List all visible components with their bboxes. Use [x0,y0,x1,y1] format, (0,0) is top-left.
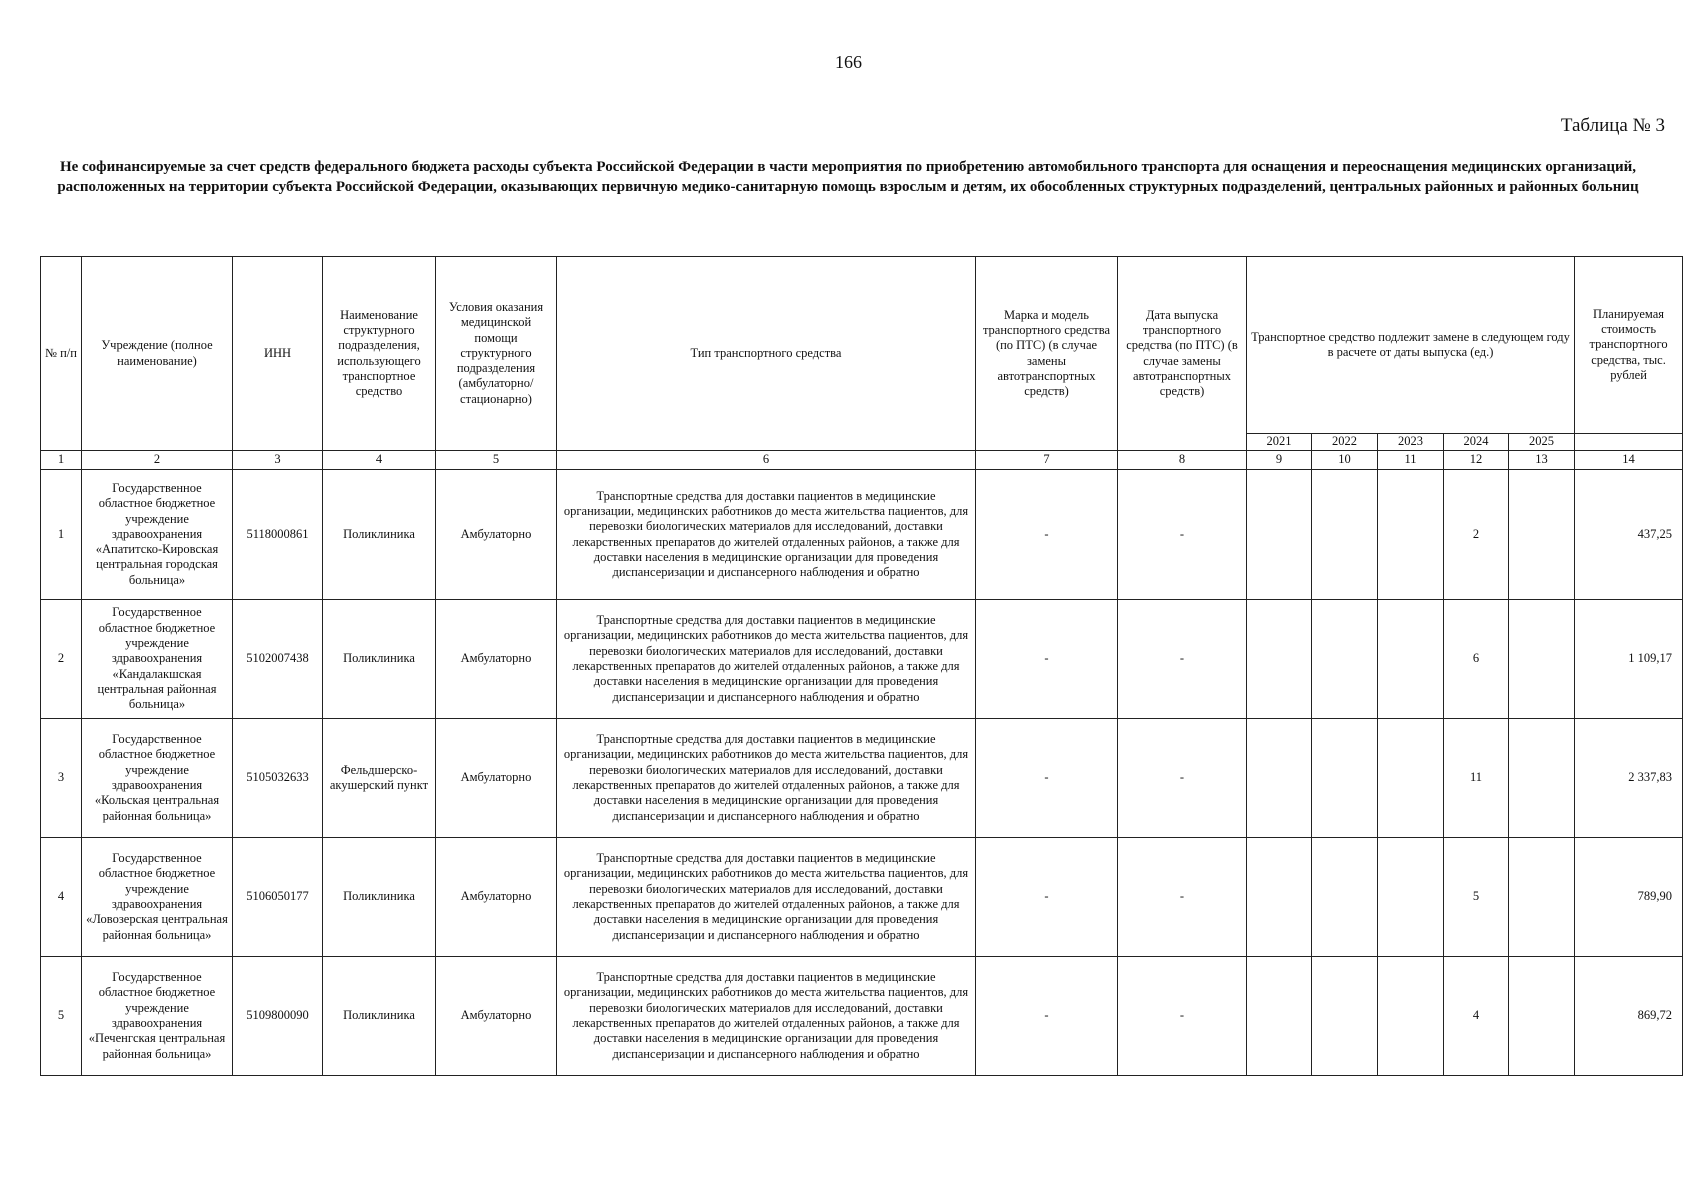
release-date-cell: - [1118,470,1247,600]
year-2023-cell [1378,838,1444,957]
column-number: 11 [1378,451,1444,470]
header-cost: Планируемая стоимость транспортного средства, тыс. рублей [1575,257,1683,434]
year-2023-cell [1378,957,1444,1076]
header-model: Марка и модель транспортного средства (по ПТС) (в случае замены автотранспортных средств) [976,257,1118,451]
row-number: 3 [41,719,82,838]
column-number: 1 [41,451,82,470]
header-number: № п/п [41,257,82,451]
column-number: 4 [323,451,436,470]
header-release-date: Дата выпуска транспортного средства (по ПТС) (в случае замены автотранспортных средств) [1118,257,1247,451]
row-number: 4 [41,838,82,957]
vehicle-type-cell: Транспортные средства для доставки пациентов в медицинские организации, медицинских работников до места жительства пациентов, для перевозки биологических материалов для исследований, доставки лекарственных препаратов до жителей отдаленных районов, а также для доставки населения в медицинские организации для проведения диспансеризации и диспансерного наблюдения и обратно [557,719,976,838]
subdivision-cell: Фельдшерско-акушерский пункт [323,719,436,838]
year-2021-cell [1247,719,1312,838]
year-2022-cell [1312,470,1378,600]
model-cell: - [976,838,1118,957]
conditions-cell: Амбулаторно [436,719,557,838]
row-number: 5 [41,957,82,1076]
release-date-cell: - [1118,957,1247,1076]
year-2025-cell [1509,719,1575,838]
year-2022-cell [1312,719,1378,838]
year-2021-cell [1247,470,1312,600]
column-number: 3 [233,451,323,470]
column-number: 14 [1575,451,1683,470]
expenses-table [40,256,1683,1076]
column-number: 8 [1118,451,1247,470]
header-replacement: Транспортное средство подлежит замене в следующем году в расчете от даты выпуска (ед.) [1247,257,1575,434]
year-2021-cell [1247,838,1312,957]
conditions-cell: Амбулаторно [436,600,557,719]
vehicle-type-cell: Транспортные средства для доставки пациентов в медицинские организации, медицинских работников до места жительства пациентов, для перевозки биологических материалов для исследований, доставки лекарственных препаратов до жителей отдаленных районов, а также для доставки населения в медицинские организации для проведения диспансеризации и диспансерного наблюдения и обратно [557,470,976,600]
year-2025-cell [1509,470,1575,600]
institution-cell: Государственное областное бюджетное учреждение здравоохранения «Ловозерская центральная районная больница» [82,838,233,957]
subdivision-cell: Поликлиника [323,838,436,957]
subdivision-cell: Поликлиника [323,470,436,600]
header-year: 2025 [1509,434,1575,451]
conditions-cell: Амбулаторно [436,470,557,600]
institution-cell: Государственное областное бюджетное учреждение здравоохранения «Апатитско-Кировская центральная городская больница» [82,470,233,600]
header-year: 2024 [1444,434,1509,451]
row-number: 1 [41,470,82,600]
document-title: Не софинансируемые за счет средств федерального бюджета расходы субъекта Российской Федерации в части мероприятия по приобретению автомобильного транспорта для оснащения и переоснащения медицинских организаций, расположенных на территории субъекта Российской Федерации, оказывающих первичную медико-санитарную помощь взрослым и детям, их обособленных структурных подразделений, центральных районных и районных больниц [57,159,1639,195]
inn-cell: 5106050177 [233,838,323,957]
cost-cell: 437,25 [1575,470,1683,600]
year-2022-cell [1312,600,1378,719]
column-number: 10 [1312,451,1378,470]
year-2024-cell: 4 [1444,957,1509,1076]
year-2025-cell [1509,600,1575,719]
header-year: 2022 [1312,434,1378,451]
table-row [41,957,1683,1076]
column-number: 9 [1247,451,1312,470]
column-number: 7 [976,451,1118,470]
table-row [41,838,1683,957]
table-row [41,600,1683,719]
inn-cell: 5118000861 [233,470,323,600]
institution-cell: Государственное областное бюджетное учреждение здравоохранения «Кандалакшская центральная районная больница» [82,600,233,719]
inn-cell: 5102007438 [233,600,323,719]
column-number: 2 [82,451,233,470]
header-vehicle-type: Тип транспортного средства [557,257,976,451]
release-date-cell: - [1118,838,1247,957]
cost-cell: 789,90 [1575,838,1683,957]
year-2023-cell [1378,470,1444,600]
conditions-cell: Амбулаторно [436,957,557,1076]
table-row [41,470,1683,600]
year-2021-cell [1247,600,1312,719]
vehicle-type-cell: Транспортные средства для доставки пациентов в медицинские организации, медицинских работников до места жительства пациентов, для перевозки биологических материалов для исследований, доставки лекарственных препаратов до жителей отдаленных районов, а также для доставки населения в медицинские организации для проведения диспансеризации и диспансерного наблюдения и обратно [557,838,976,957]
vehicle-type-cell: Транспортные средства для доставки пациентов в медицинские организации, медицинских работников до места жительства пациентов, для перевозки биологических материалов для исследований, доставки лекарственных препаратов до жителей отдаленных районов, а также для доставки населения в медицинские организации для проведения диспансеризации и диспансерного наблюдения и обратно [557,600,976,719]
column-number: 12 [1444,451,1509,470]
model-cell: - [976,719,1118,838]
cost-cell: 1 109,17 [1575,600,1683,719]
row-number: 2 [41,600,82,719]
release-date-cell: - [1118,600,1247,719]
header-conditions: Условия оказания медицинской помощи структурного подразделения (амбулаторно/ стационарно) [436,257,557,451]
model-cell: - [976,600,1118,719]
subdivision-cell: Поликлиника [323,600,436,719]
header-inn: ИНН [233,257,323,451]
year-2025-cell [1509,957,1575,1076]
page-number: 166 [835,52,862,72]
column-number: 13 [1509,451,1575,470]
cost-cell: 2 337,83 [1575,719,1683,838]
model-cell: - [976,470,1118,600]
year-2022-cell [1312,838,1378,957]
year-2023-cell [1378,719,1444,838]
year-2025-cell [1509,838,1575,957]
inn-cell: 5105032633 [233,719,323,838]
model-cell: - [976,957,1118,1076]
header-year: 2023 [1378,434,1444,451]
year-2024-cell: 2 [1444,470,1509,600]
year-2024-cell: 5 [1444,838,1509,957]
year-2024-cell: 11 [1444,719,1509,838]
conditions-cell: Амбулаторно [436,838,557,957]
subdivision-cell: Поликлиника [323,957,436,1076]
column-number: 5 [436,451,557,470]
table-label: Таблица № 3 [1560,115,1665,136]
year-2022-cell [1312,957,1378,1076]
vehicle-type-cell: Транспортные средства для доставки пациентов в медицинские организации, медицинских работников до места жительства пациентов, для перевозки биологических материалов для исследований, доставки лекарственных препаратов до жителей отдаленных районов, а также для доставки населения в медицинские организации для проведения диспансеризации и диспансерного наблюдения и обратно [557,957,976,1076]
header-subdivision: Наименование структурного подразделения, использующего транспортное средство [323,257,436,451]
table-row [41,719,1683,838]
header-year: 2021 [1247,434,1312,451]
cost-cell: 869,72 [1575,957,1683,1076]
header-cost-spacer [1575,434,1683,451]
institution-cell: Государственное областное бюджетное учреждение здравоохранения «Печенгская центральная районная больница» [82,957,233,1076]
institution-cell: Государственное областное бюджетное учреждение здравоохранения «Кольская центральная районная больница» [82,719,233,838]
header-row [41,257,1683,434]
year-2023-cell [1378,600,1444,719]
column-number: 6 [557,451,976,470]
header-institution: Учреждение (полное наименование) [82,257,233,451]
inn-cell: 5109800090 [233,957,323,1076]
year-2021-cell [1247,957,1312,1076]
year-2024-cell: 6 [1444,600,1509,719]
release-date-cell: - [1118,719,1247,838]
column-numbers-row [41,451,1683,470]
